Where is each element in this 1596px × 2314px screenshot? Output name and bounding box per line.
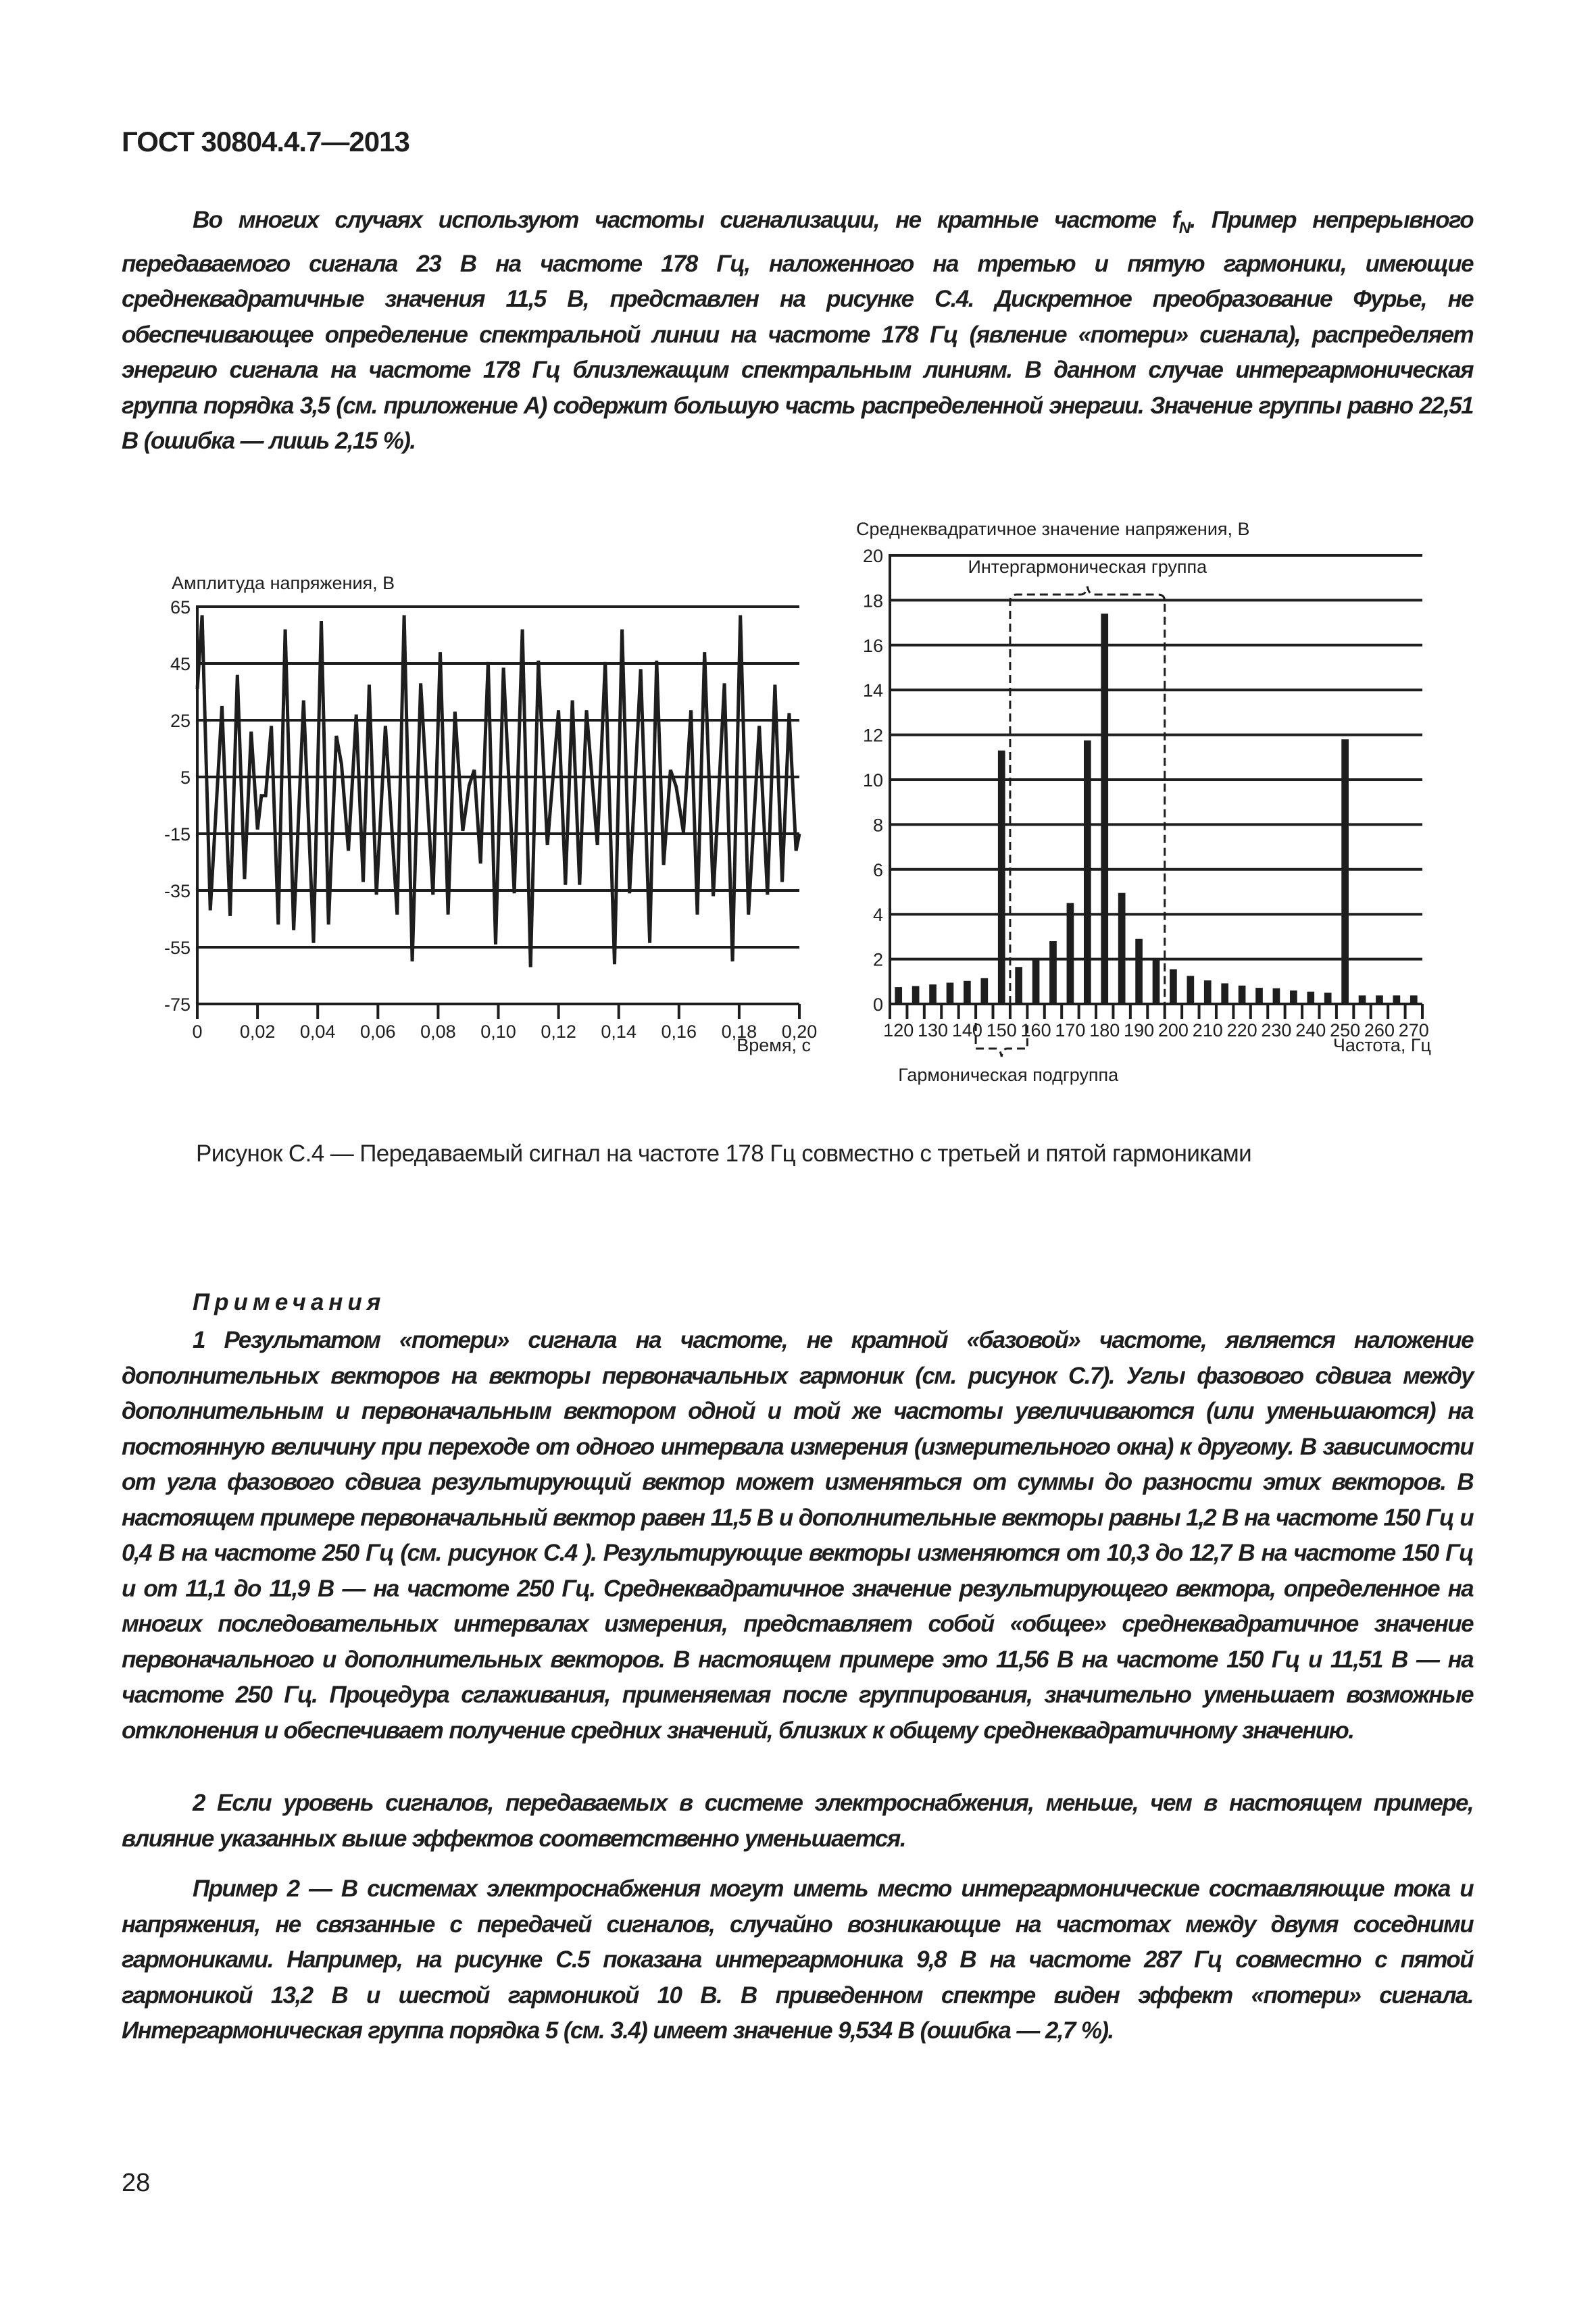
page-number: 28 — [122, 2169, 151, 2197]
intro-text: Во многих случаях используют частоты сигнализации, не кратные частоте f — [193, 207, 1179, 233]
intro-text-after: . Пример непрерывного передаваемого сигнала 23 В на частоте 178 Гц, наложенного на третью и пятую гармоники, имеющие среднеквадратичные значения 11,5 В, представлен на рисунке С.4. Дискретное преобразование Фурье, не обеспечивающее определение спектральной линии на частоте 178 Гц (явление «потери» сигнала), распределяет энергию сигнала на частоте 178 Гц близлежащим спектральным линиям. В данном случае интергармоническая группа порядка 3,5 (см. приложение А) содержит большую часть распределенной энергии. Значение группы равно 22,51 В (ошибка — лишь 2,15 %). — [122, 207, 1474, 454]
spectrum-bar — [1135, 939, 1143, 1004]
spectrum-x-tick-label: 130 — [918, 1020, 949, 1040]
spectrum-bar — [1273, 988, 1280, 1004]
example-2-text: Пример 2 — В системах электроснабжения могут иметь место интергармонические составляющие тока и напряжения, не связанные с передачей сигналов, случайно возникающие на частотах между двумя соседними гармониками. Например, на рисунке С.5 показана интергармоника 9,8 В на частоте 287 Гц совместно с пятой гармоникой 13,2 В и шестой гармоникой 10 В. В приведенном спектре виден эффект «потери» сигнала. Интергармоническая группа порядка 5 (см. 3.4) имеет значение 9,534 В (ошибка — 2,7 %). — [122, 1876, 1473, 2044]
spectrum-bar — [1170, 970, 1177, 1004]
spectrum-bars — [895, 613, 1417, 1004]
harmonic-subgroup-label: Гармоническая подгруппа — [898, 1065, 1119, 1085]
spectrum-bar — [1255, 988, 1263, 1004]
waveform-x-tick-label: 0,04 — [299, 1022, 336, 1042]
spectrum-bar — [1221, 983, 1228, 1004]
spectrum-bar — [1376, 995, 1383, 1004]
figure-caption: Рисунок С.4 — Передаваемый сигнал на частоте 178 Гц совместно с третьей и пятой гармониками — [196, 1140, 1252, 1167]
spectrum-bar — [912, 986, 920, 1004]
waveform-x-tick-label: 0 — [192, 1022, 203, 1042]
waveform-y-axis-label: Амплитуда напряжения, В — [172, 573, 395, 593]
waveform-y-tick-label: -15 — [164, 824, 191, 845]
spectrum-y-tick-label: 20 — [862, 546, 883, 566]
spectrum-bar — [929, 984, 937, 1004]
spectrum-bar — [1359, 995, 1366, 1004]
note-1-text: 1 Результатом «потери» сигнала на частоте, не кратной «базовой» частоте, является наложение дополнительных векторов на векторы первоначальных гармоник (см. рисунок С.7). Углы фазового сдвига между дополнительным и первоначальным вектором одной и той же частоты увеличиваются (или уменьшаются) на постоянную величину при переходе от одного интервала измерения (измерительного окна) к другому. В зависимости от угла фазового сдвига результирующий вектор может изменяться от суммы до разности этих векторов. В настоящем примере первоначальный вектор равен 11,5 В и дополнительные векторы равны 1,2 В на частоте 150 Гц и 0,4 В на частоте 250 Гц (см. рисунок С.4 ). Результирующие векторы изменяются от 10,3 до 12,7 В на частоте 150 Гц и от 11,1 до 11,9 В — на частоте 250 Гц. Среднеквадратичное значение результирующего вектора, определенное на многих последовательных интервалах измерения, представляет собой «общее» среднеквадратичное значение первоначального и дополнительных векторов. В настоящем примере это 11,56 В на частоте 150 Гц и 11,51 В — на частоте 250 Гц. Процедура сглаживания, применяемая после группирования, значительно уменьшает возможные отклонения и обеспечивает получение средних значений, близких к общему среднеквадратичному значению. — [122, 1327, 1473, 1744]
spectrum-bar — [1204, 980, 1212, 1004]
waveform-x-tick-label: 0,20 — [781, 1022, 818, 1042]
spectrum-bar — [1032, 959, 1040, 1004]
spectrum-bar — [1049, 941, 1057, 1004]
spectrum-x-tick-label: 240 — [1295, 1020, 1326, 1040]
spectrum-x-tick-label: 270 — [1398, 1020, 1429, 1040]
spectrum-y-tick-label: 2 — [872, 949, 883, 970]
waveform-y-tick-label: 25 — [170, 711, 191, 731]
document-header: ГОСТ 30804.4.7—2013 — [122, 126, 409, 157]
spectrum-x-tick-label: 260 — [1364, 1020, 1395, 1040]
spectrum-bar — [947, 982, 954, 1004]
waveform-x-tick-label: 0,06 — [360, 1022, 396, 1042]
note-2 — [122, 1786, 1473, 1857]
waveform-x-tick-label: 0,12 — [541, 1022, 576, 1042]
interharmonic-group-label: Интергармоническая группа — [968, 557, 1207, 577]
spectrum-bar — [1118, 893, 1126, 1004]
waveform-y-tick-label: -35 — [164, 881, 191, 901]
spectrum-y-tick-label: 10 — [862, 770, 883, 790]
spectrum-bar — [1239, 986, 1246, 1004]
example-2-paragraph — [122, 1871, 1473, 2049]
spectrum-x-axis-label: Частота, Гц — [1332, 1035, 1431, 1055]
spectrum-bar — [1307, 992, 1314, 1004]
waveform-x-tick-label: 0,18 — [721, 1022, 757, 1042]
spectrum-bar — [1324, 992, 1332, 1004]
waveform-y-tick-label: -75 — [164, 995, 191, 1015]
spectrum-x-tick-label: 150 — [986, 1020, 1017, 1040]
spectrum-bar — [895, 987, 902, 1004]
spectrum-bar — [964, 981, 971, 1004]
waveform-x-tick-label: 0,14 — [601, 1022, 637, 1042]
spectrum-bar — [1290, 990, 1297, 1004]
spectrum-y-tick-label: 0 — [872, 995, 883, 1015]
spectrum-x-tick-label: 180 — [1089, 1020, 1120, 1040]
spectrum-y-axis-label: Среднеквадратичное значение напряжения, В — [856, 519, 1250, 539]
waveform-x-axis-label: Время, с — [737, 1035, 811, 1055]
spectrum-y-tick-label: 12 — [862, 725, 883, 746]
spectrum-chart — [0, 0, 1596, 1108]
spectrum-x-tick-label: 190 — [1124, 1020, 1155, 1040]
spectrum-y-tick-label: 8 — [872, 815, 883, 836]
waveform-x-tick-label: 0,02 — [239, 1022, 276, 1042]
spectrum-bar — [1341, 739, 1349, 1004]
spectrum-y-tick-label: 18 — [862, 590, 883, 611]
waveform-y-tick-label: 65 — [170, 597, 191, 618]
spectrum-bar — [1153, 959, 1160, 1004]
spectrum-x-tick-label: 120 — [883, 1020, 914, 1040]
spectrum-y-tick-label: 16 — [862, 635, 883, 656]
spectrum-bar — [1410, 995, 1418, 1004]
spectrum-bar — [1393, 995, 1401, 1004]
spectrum-bar — [1101, 613, 1108, 1004]
spectrum-bar — [980, 978, 988, 1004]
waveform-y-tick-label: 45 — [170, 654, 191, 674]
spectrum-x-tick-label: 220 — [1226, 1020, 1257, 1040]
spectrum-y-tick-label: 6 — [872, 859, 883, 880]
waveform-x-tick-label: 0,16 — [661, 1022, 697, 1042]
notes-heading: Примечания — [193, 1289, 386, 1315]
spectrum-bar — [1015, 967, 1022, 1004]
waveform-x-tick-label: 0,08 — [420, 1022, 456, 1042]
note-2-text: 2 Если уровень сигналов, передаваемых в системе электроснабжения, меньше, чем в настоящем примере, влияние указанных выше эффектов соответственно уменьшается. — [122, 1790, 1473, 1852]
spectrum-x-tick-label: 210 — [1192, 1020, 1223, 1040]
spectrum-annotations — [898, 557, 1207, 1085]
spectrum-y-tick-label: 14 — [862, 680, 883, 701]
note-1 — [122, 1323, 1473, 1749]
spectrum-x-ticks — [883, 1004, 1429, 1040]
spectrum-x-tick-label: 200 — [1157, 1020, 1189, 1040]
spectrum-x-tick-label: 230 — [1261, 1020, 1292, 1040]
spectrum-x-tick-label: 250 — [1330, 1020, 1361, 1040]
waveform-y-tick-label: -55 — [164, 938, 191, 958]
spectrum-y-ticks — [863, 546, 883, 1015]
spectrum-x-tick-label: 160 — [1020, 1020, 1051, 1040]
spectrum-bar — [1067, 903, 1074, 1004]
waveform-y-tick-label: 5 — [180, 768, 191, 788]
spectrum-bar — [1084, 740, 1091, 1004]
spectrum-x-tick-label: 140 — [951, 1020, 982, 1040]
spectrum-x-tick-label: 170 — [1055, 1020, 1086, 1040]
intro-subscript: N — [1178, 219, 1190, 237]
spectrum-bar — [1187, 976, 1195, 1005]
waveform-x-tick-label: 0,10 — [480, 1022, 516, 1042]
spectrum-bar — [998, 751, 1005, 1004]
spectrum-y-tick-label: 4 — [872, 905, 883, 926]
